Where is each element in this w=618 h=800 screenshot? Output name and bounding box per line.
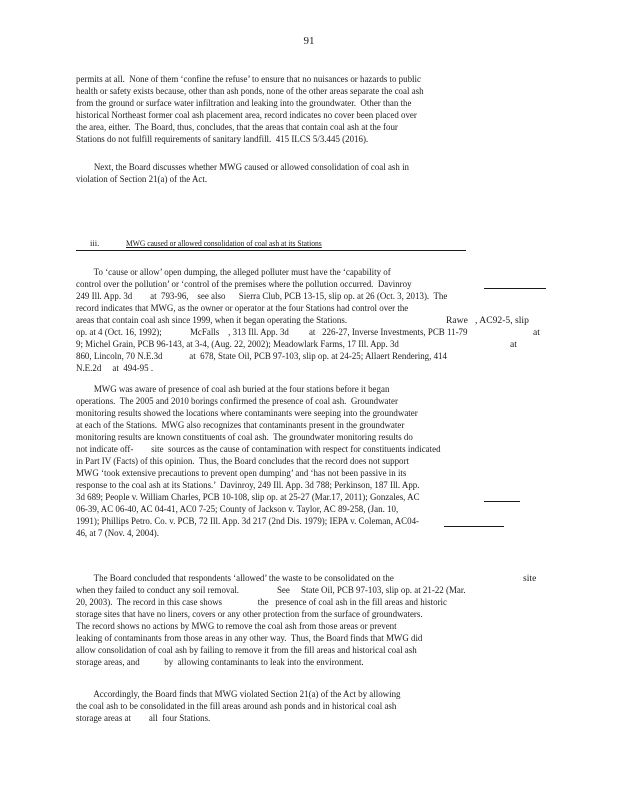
body-line: from the ground or surface water infiltration and leaking into the groundwater. Other than the	[76, 98, 412, 109]
body-line: Next, the Board discusses whether MWG caused or allowed consolidation of coal ash in	[76, 162, 410, 173]
body-line: 06-39, AC 06-40, AC 04-41, AC0 7-25; County of Jackson v. Taylor, AC 89-258, (Jan. 10,	[76, 504, 399, 515]
citation-underline	[484, 501, 520, 502]
body-line: permits at all. None of them ‘confine the refuse’ to ensure that no nuisances or hazards to public	[76, 74, 421, 85]
body-line: the coal ash to be consolidated in the fill areas around ash ponds and in historical coal ash	[76, 701, 397, 712]
body-line: The record shows no actions by MWG to remove the coal ash from those areas or prevent	[76, 621, 397, 632]
citation-at: at	[533, 327, 540, 338]
floating-word-site: site	[523, 573, 537, 584]
body-line: control over the pollution’ or ‘control of the premises where the pollution occurred. Davinroy	[76, 279, 412, 290]
body-line: the area, either. The Board, thus, concludes, that the areas that contain coal ash at the four	[76, 122, 398, 133]
body-line: Stations do not fulfill requirements of sanitary landfill. 415 ILCS 5/3.445 (2016).	[76, 134, 369, 145]
section-heading	[76, 238, 466, 251]
citation-mcfalls: McFalls , 313 Ill. App. 3d at 226-27, Inverse Investments, PCB 11-79	[190, 327, 468, 338]
body-line: in Part IV (Facts) of this opinion. Thus, the Board concludes that the record does not support	[76, 456, 409, 467]
body-line: op. at 4 (Oct. 16, 1992);	[76, 327, 162, 338]
body-line: The Board concluded that respondents ‘allowed’ the waste to be consolidated on the	[76, 573, 394, 584]
body-line: record indicates that MWG, as the owner or operator at the four Stations had control over the	[76, 303, 409, 314]
body-line: storage areas at all four Stations.	[76, 713, 211, 724]
body-line: violation of Section 21(a) of the Act.	[76, 174, 208, 185]
body-line: monitoring results are known constituents of coal ash. The groundwater monitoring results do	[76, 432, 413, 443]
body-line: 1991); Phillips Petro. Co. v. PCB, 72 Ill. App. 3d 217 (2nd Dis. 1979); IEPA v. Coleman, AC04-	[76, 516, 420, 527]
body-line: 3d 689; People v. William Charles, PCB 10-108, slip op. at 25-27 (Mar.17, 2011); Gonzales, AC	[76, 492, 420, 503]
body-line: storage areas, and by allowing contaminants to leak into the environment.	[76, 657, 364, 668]
section-numeral: iii.	[90, 238, 100, 248]
section-title: MWG caused or allowed consolidation of coal ash at its Stations	[126, 238, 322, 248]
body-line: 249 Ill. App. 3d at 793-96, see also Sierra Club, PCB 13-15, slip op. at 26 (Oct. 3, 2013). The	[76, 291, 448, 302]
body-line: monitoring results showed the locations where contaminants were seeping into the groundwater	[76, 408, 418, 419]
citation-at: at	[510, 339, 517, 350]
body-line: MWG was aware of presence of coal ash buried at the four stations before it began	[76, 384, 390, 395]
body-line: operations. The 2005 and 2010 borings confirmed the presence of coal ash. Groundwater	[76, 396, 398, 407]
body-line: 20, 2003). The record in this case shows the presence of coal ash in the fill areas and historic	[76, 597, 447, 608]
page-number: 91	[303, 35, 315, 47]
body-line: 9; Michel Grain, PCB 96-143, at 3-4, (Aug. 22, 2002); Meadowlark Farms, 17 Ill. App. 3d	[76, 339, 399, 350]
body-line: at each of the Stations. MWG also recognizes that contaminants present in the groundwater	[76, 420, 405, 431]
body-line: areas that contain coal ash since 1999, when it began operating the Stations.	[76, 315, 348, 326]
body-line: 860, Lincoln, 70 N.E.3d at 678, State Oil, PCB 97-103, slip op. at 24-25; Allaert Rendering, 414	[76, 351, 447, 362]
body-line: storage sites that have no liners, covers or any other protection from the surface of groundwaters.	[76, 609, 423, 620]
citation-underline	[484, 288, 546, 289]
body-line: leaking of contaminants from those areas in any other way. Thus, the Board finds that MWG did	[76, 633, 423, 644]
body-line: MWG ‘took extensive precautions to prevent open dumping’ and ‘has not been passive in its	[76, 468, 407, 479]
citation-rawe: Rawe , AC92-5, slip	[446, 315, 529, 326]
body-line: response to the coal ash at its Stations.’ Davinroy, 249 Ill. App. 3d 788; Perkinson, 187 Ill. App.	[76, 480, 420, 491]
body-line: Accordingly, the Board finds that MWG violated Section 21(a) of the Act by allowing	[76, 689, 401, 700]
body-line: To ‘cause or allow’ open dumping, the alleged polluter must have the ‘capability of	[76, 267, 391, 278]
body-line: historical Northeast former coal ash placement area, record indicates no cover been placed over	[76, 110, 417, 121]
citation-underline	[444, 526, 504, 527]
body-line: allow consolidation of coal ash by failing to remove it from the fill areas and historical coal ash	[76, 645, 417, 656]
body-line: not indicate off- site sources as the cause of contamination with respect for constituents indicated	[76, 444, 441, 455]
body-line: N.E.2d at 494-95 .	[76, 363, 154, 374]
body-line: health or safety exists because, other than ash ponds, none of the other areas separate the coal ash	[76, 86, 424, 97]
body-line: 46, at 7 (Nov. 4, 2004).	[76, 528, 159, 539]
body-line: when they failed to conduct any soil removal. See State Oil, PCB 97-103, slip op. at 21-22 (Mar.	[76, 585, 466, 596]
